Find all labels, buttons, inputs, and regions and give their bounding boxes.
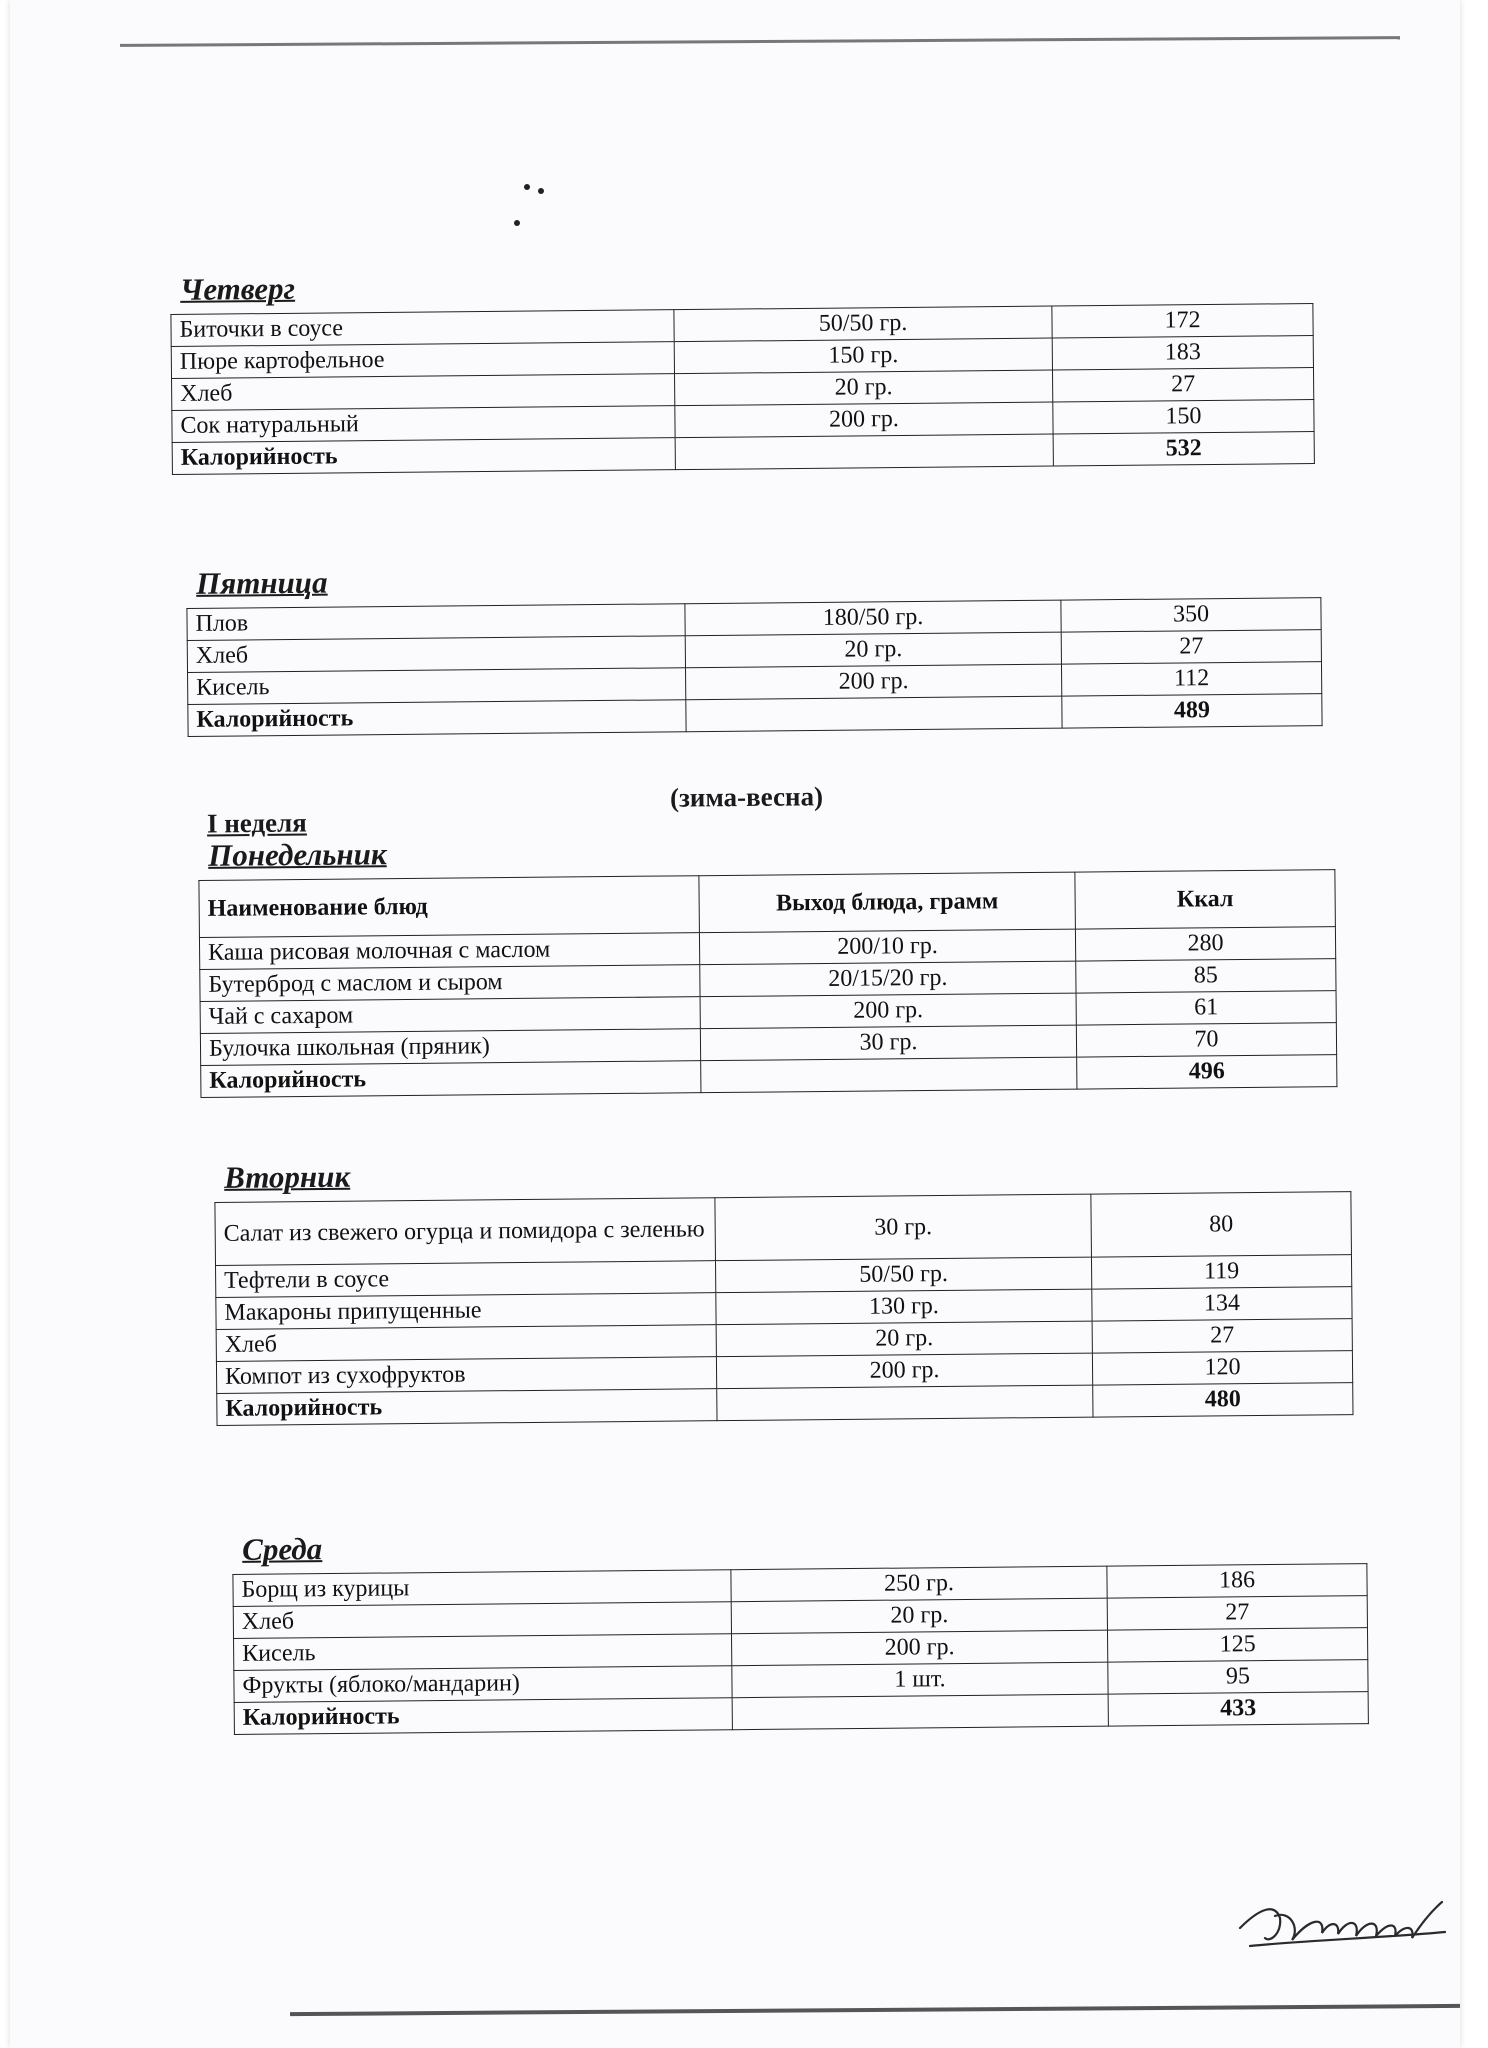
- dish-name: Хлеб: [172, 374, 675, 411]
- dish-output: 50/50 гр.: [715, 1257, 1091, 1293]
- dish-output: 200 гр.: [685, 664, 1061, 700]
- total-kcal: 433: [1108, 1692, 1368, 1726]
- dish-output: 250 гр.: [731, 1566, 1107, 1602]
- day-block-thursday: [170, 261, 1315, 475]
- dish-name: Чай с сахаром: [200, 997, 700, 1034]
- dish-kcal: 27: [1052, 368, 1313, 403]
- dish-name: Сок натуральный: [172, 406, 675, 443]
- dish-kcal: 85: [1076, 959, 1336, 993]
- dish-kcal: 27: [1061, 630, 1321, 664]
- dish-kcal: 172: [1052, 304, 1313, 339]
- total-empty: [701, 1057, 1077, 1093]
- day-title: Вторник: [223, 1158, 351, 1195]
- dish-output: 200 гр.: [731, 1630, 1107, 1666]
- dish-kcal: 27: [1092, 1319, 1352, 1353]
- total-label: Калорийность: [234, 1698, 732, 1735]
- dish-kcal: 70: [1076, 1023, 1336, 1057]
- day-block-monday: [198, 827, 1337, 1098]
- day-title: Среда: [241, 1531, 323, 1567]
- dish-name: Тефтели в соусе: [216, 1261, 716, 1298]
- day-block-wednesday: [232, 1521, 1369, 1735]
- dish-name: Хлеб: [233, 1602, 731, 1639]
- ink-speck: [538, 188, 544, 194]
- dish-kcal: 120: [1092, 1351, 1352, 1385]
- dish-output: 30 гр.: [715, 1194, 1092, 1261]
- column-header-kcal: Ккал: [1075, 870, 1336, 929]
- dish-kcal: 61: [1076, 991, 1336, 1025]
- menu-table: [198, 869, 1337, 1098]
- dish-name: Каша рисовая молочная с маслом: [199, 933, 699, 970]
- ink-speck: [524, 184, 530, 190]
- menu-table: [232, 1563, 1368, 1735]
- total-label: Калорийность: [201, 1061, 701, 1098]
- dish-output: 30 гр.: [700, 1025, 1076, 1061]
- dish-name: Кисель: [234, 1634, 732, 1671]
- dish-kcal: 95: [1108, 1660, 1368, 1694]
- total-empty: [675, 434, 1053, 470]
- dish-output: 200 гр.: [700, 993, 1076, 1029]
- day-title: Четверг: [179, 270, 296, 307]
- dish-output: 1 шт.: [732, 1662, 1108, 1698]
- dish-kcal: 119: [1091, 1255, 1351, 1289]
- dish-output: 180/50 гр.: [685, 600, 1061, 636]
- day-title: Понедельник: [207, 836, 387, 873]
- dish-kcal: 27: [1107, 1596, 1367, 1630]
- dish-kcal: 350: [1061, 598, 1321, 632]
- dish-name: Салат из свежего огурца и помидора с зеленью: [215, 1198, 716, 1266]
- week-label: I неделя: [206, 807, 307, 839]
- dish-kcal: 183: [1052, 336, 1313, 371]
- dish-output: 200 гр.: [716, 1353, 1092, 1389]
- total-label: Калорийность: [188, 700, 686, 737]
- dish-kcal: 150: [1053, 400, 1314, 435]
- dish-name: Хлеб: [216, 1325, 716, 1362]
- total-empty: [732, 1694, 1108, 1730]
- dish-name: Хлеб: [187, 636, 685, 673]
- ink-speck: [514, 220, 520, 226]
- dish-output: 20 гр.: [685, 632, 1061, 668]
- dish-output: 20/15/20 гр.: [700, 961, 1076, 997]
- dish-name: Компот из сухофруктов: [216, 1357, 716, 1394]
- dish-name: Борщ из курицы: [233, 1570, 731, 1607]
- total-kcal: 496: [1077, 1055, 1337, 1089]
- dish-output: 20 гр.: [674, 370, 1052, 406]
- dish-kcal: 125: [1107, 1628, 1367, 1662]
- dish-name: Фрукты (яблоко/мандарин): [234, 1666, 732, 1703]
- dish-output: 50/50 гр.: [674, 306, 1052, 342]
- total-kcal: 480: [1093, 1383, 1353, 1417]
- column-header-name: Наименование блюд: [199, 876, 700, 938]
- day-title: Пятница: [195, 564, 328, 601]
- dish-output: 150 гр.: [674, 338, 1052, 374]
- dish-output: 130 гр.: [716, 1289, 1092, 1325]
- total-kcal: 489: [1062, 694, 1322, 728]
- dish-kcal: 280: [1075, 927, 1335, 961]
- total-label: Калорийность: [217, 1389, 717, 1426]
- column-header-output: Выход блюда, грамм: [699, 872, 1076, 933]
- season-label: (зима-весна): [669, 781, 824, 813]
- total-label: Калорийность: [172, 438, 675, 475]
- dish-kcal: 186: [1107, 1564, 1367, 1598]
- menu-table: [214, 1191, 1353, 1426]
- handwritten-signature: [1230, 1888, 1450, 1958]
- dish-kcal: 80: [1091, 1192, 1352, 1257]
- dish-name: Булочка школьная (пряник): [200, 1029, 700, 1066]
- dish-output: 200/10 гр.: [699, 929, 1075, 965]
- dish-name: Бутерброд с маслом и сыром: [200, 965, 700, 1002]
- dish-name: Биточки в соусе: [171, 310, 674, 347]
- table-row: [215, 1192, 1352, 1266]
- dish-output: 200 гр.: [675, 402, 1053, 438]
- dish-name: Макароны припущенные: [216, 1293, 716, 1330]
- dish-kcal: 112: [1061, 662, 1321, 696]
- dish-name: Пюре картофельное: [171, 342, 674, 379]
- total-empty: [686, 696, 1062, 732]
- dish-output: 20 гр.: [731, 1598, 1107, 1634]
- menu-table: [170, 303, 1314, 475]
- menu-table: [186, 597, 1322, 737]
- dish-kcal: 134: [1092, 1287, 1352, 1321]
- dish-name: Плов: [187, 604, 685, 641]
- dish-output: 20 гр.: [716, 1321, 1092, 1357]
- day-block-tuesday: [214, 1149, 1354, 1426]
- total-empty: [717, 1385, 1093, 1421]
- total-kcal: 532: [1053, 432, 1314, 467]
- dish-name: Кисель: [188, 668, 686, 705]
- day-block-friday: [186, 555, 1323, 737]
